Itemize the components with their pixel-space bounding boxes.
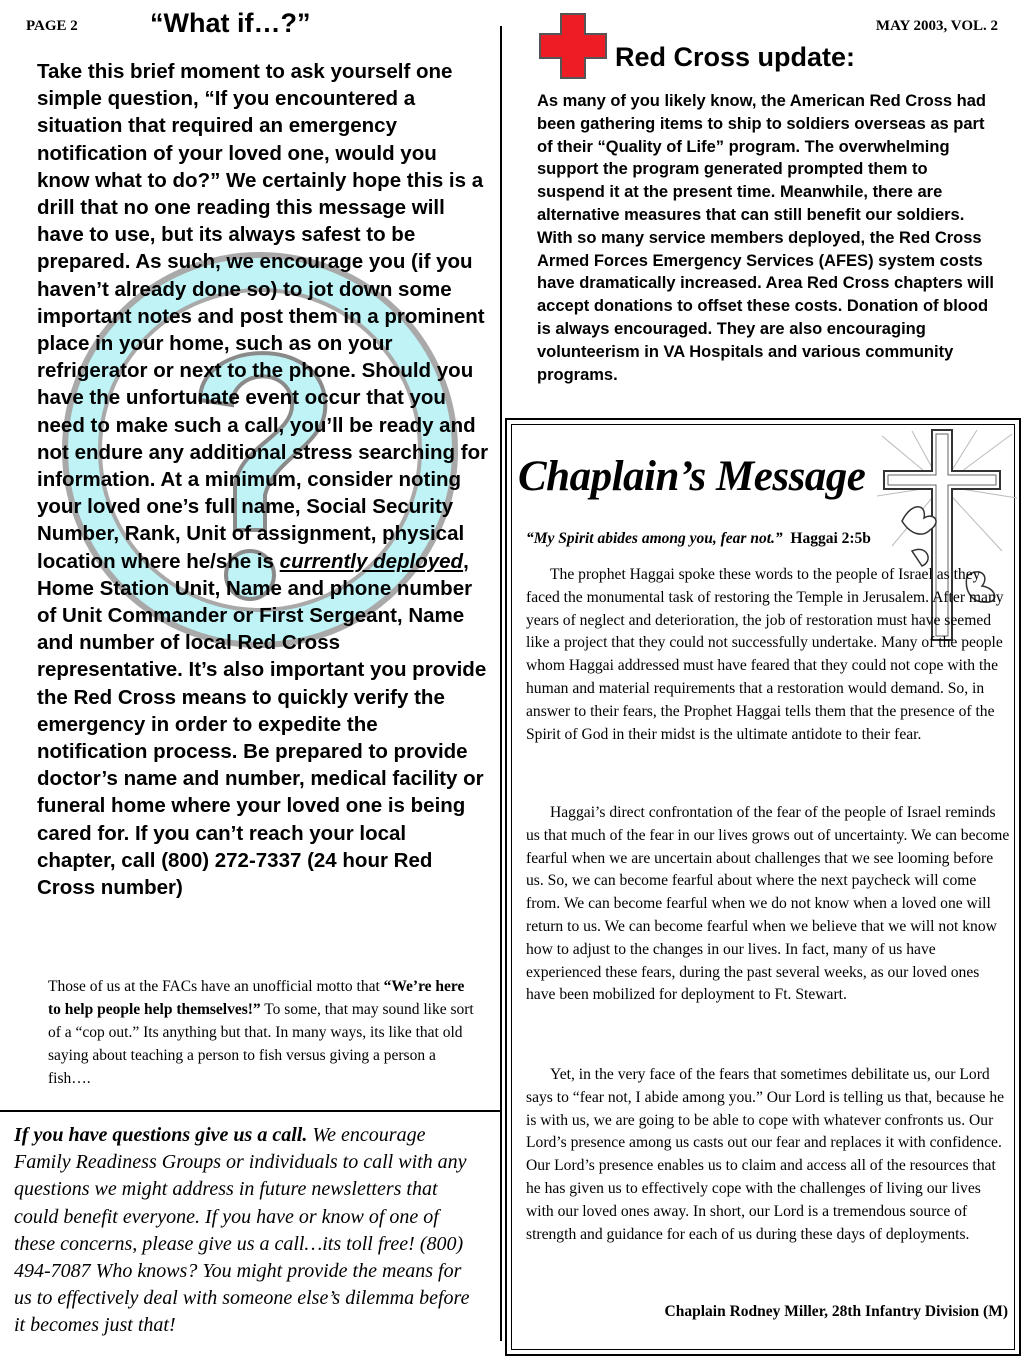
verse	[526, 530, 871, 548]
verse-reference: Haggai 2:5b	[790, 530, 871, 547]
section-divider	[0, 1110, 502, 1112]
red-cross-body: As many of you likely know, the American Red Cross had been gathering items to ship to soldiers overseas as part of their “Quality of Life” program. The overwhelming support the program generated prompted them to suspend it at the present time. Meanwhile, there are alternative measures that can still benefit our soldiers. With so many service members deployed, the Red Cross Armed Forces Emergency Services (AFES) system costs have dramatically increased. Area Red Cross chapters will accept donations to offset these costs. Donation of blood is always encouraged. They are also encouraging volunteerism in VA Hospitals and various community programs.	[537, 92, 995, 384]
page-number: PAGE 2	[26, 18, 78, 34]
chaplain-title: Chaplain’s Message	[518, 453, 866, 500]
chaplain-paragraph: Yet, in the very face of the fears that sometimes debilitate us, our Lord says to “fear not, I abide among you.” Our Lord is telling us that, because he is with us, we are going to be able to cope with whatever confronts us. Our Lord’s presence among us casts out our fear and replaces it with confidence. Our Lord’s presence enables us to claim and access all of the resources that he has given us to effectively cope with the challenges of living our lives with our loved ones away. In short, our Lord is a tremendous source of strength and guidance for each of us during these days of deployments.	[526, 1066, 1005, 1243]
questions-note: If you have questions give us a call. We encourage Family Readiness Groups or individuals to call with any questions we might address in future newsletters that could benefit everyone. If you have or know of one of these concerns, please give us a call…its toll free! (800) 494-7087 Who knows? You might provide the means for us to effectively deal with someone else’s dilemma before it becomes just that!	[14, 1124, 470, 1337]
whatif-body: Take this brief moment to ask yourself one simple question, “If you encountered a situation that required an emergency notification of your loved one, would you know what to do?” We certainly hope this is a drill that no one reading this message will have to use, but its always safest to be prepared. As such, we encourage you (if you haven’t already done so) to jot down some important notes and post them in a prominent place in your home, such as on your refrigerator or next to the phone. Should you have the unfortunate event occur that you need to make such a call, you’ll be ready and not endure any additional stress searching for information. At a minimum, consider noting your loved one’s full name, Social Security Number, Rank, Unit of assignment, physical location where he/she is currently deployed, Home Station Unit, Name and phone number of Unit Commander or First Sergeant, Name and number of local Red Cross representative. It’s also important you provide the Red Cross means to quickly verify the emergency in order to expedite the notification process. Be prepared to provide doctor’s name and number, medical facility or funeral home where your loved one is being cared for. If you can’t reach your local chapter, call (800) 272-7337 (24 hour Red Cross number)	[37, 60, 489, 900]
whatif-emphasis: currently deployed	[279, 549, 464, 573]
chaplain-paragraph: The prophet Haggai spoke these words to the people of Israel as they faced the monumental task of restoring the Temple in Jerusalem. After many years of neglect and deterioration, the job of restoration must have seemed like a project that they could not successfully undertake. Many of the people whom Haggai addressed must have feared that they could not cope with the human and material requirements that a restoration would demand. So, in answer to their fears, the Prophet Haggai tells them that the presence of the Spirit of God in their midst is the ultimate antidote to their fear.	[526, 566, 1004, 743]
red-cross-icon	[538, 12, 608, 80]
chaplain-signature: Chaplain Rodney Miller, 28th Infantry Division (M)	[664, 1303, 1008, 1320]
fac-motto: “We’re here to help people help themselves!”	[48, 978, 465, 1018]
issue-date: MAY 2003, VOL. 2	[875, 18, 998, 34]
verse-quote: “My Spirit abides among you, fear not.”	[526, 530, 783, 547]
red-cross-title: Red Cross update:	[615, 42, 856, 72]
whatif-title: “What if…?”	[150, 8, 311, 38]
fac-motto-note: Those of us at the FACs have an unofficial motto that “We’re here to help people help themselves!” To some, that may sound like sort of a “cop out.” Its anything but that. In many ways, its like that old saying about teaching a person to fish versus giving a person a fish….	[48, 978, 474, 1087]
column-divider	[500, 26, 502, 1341]
chaplain-paragraph: Haggai’s direct confrontation of the fear of the people of Israel reminds us that much of the fear in our lives grows out of uncertainty. We can become fearful when we are uncertain about challenges that we see looming before us. So, we can become fearful about where the next paycheck will come from. We can become fearful when we do not know when a loved one will return to us. We can become fearful when we believe that we will not know how to adjust to the changes in our lives. In fact, many of us have experienced these fears, during the past several weeks, as our loved ones have been mobilized for deployment to Ft. Stewart.	[526, 804, 1010, 1004]
questions-lead: If you have questions give us a call.	[14, 1124, 308, 1146]
